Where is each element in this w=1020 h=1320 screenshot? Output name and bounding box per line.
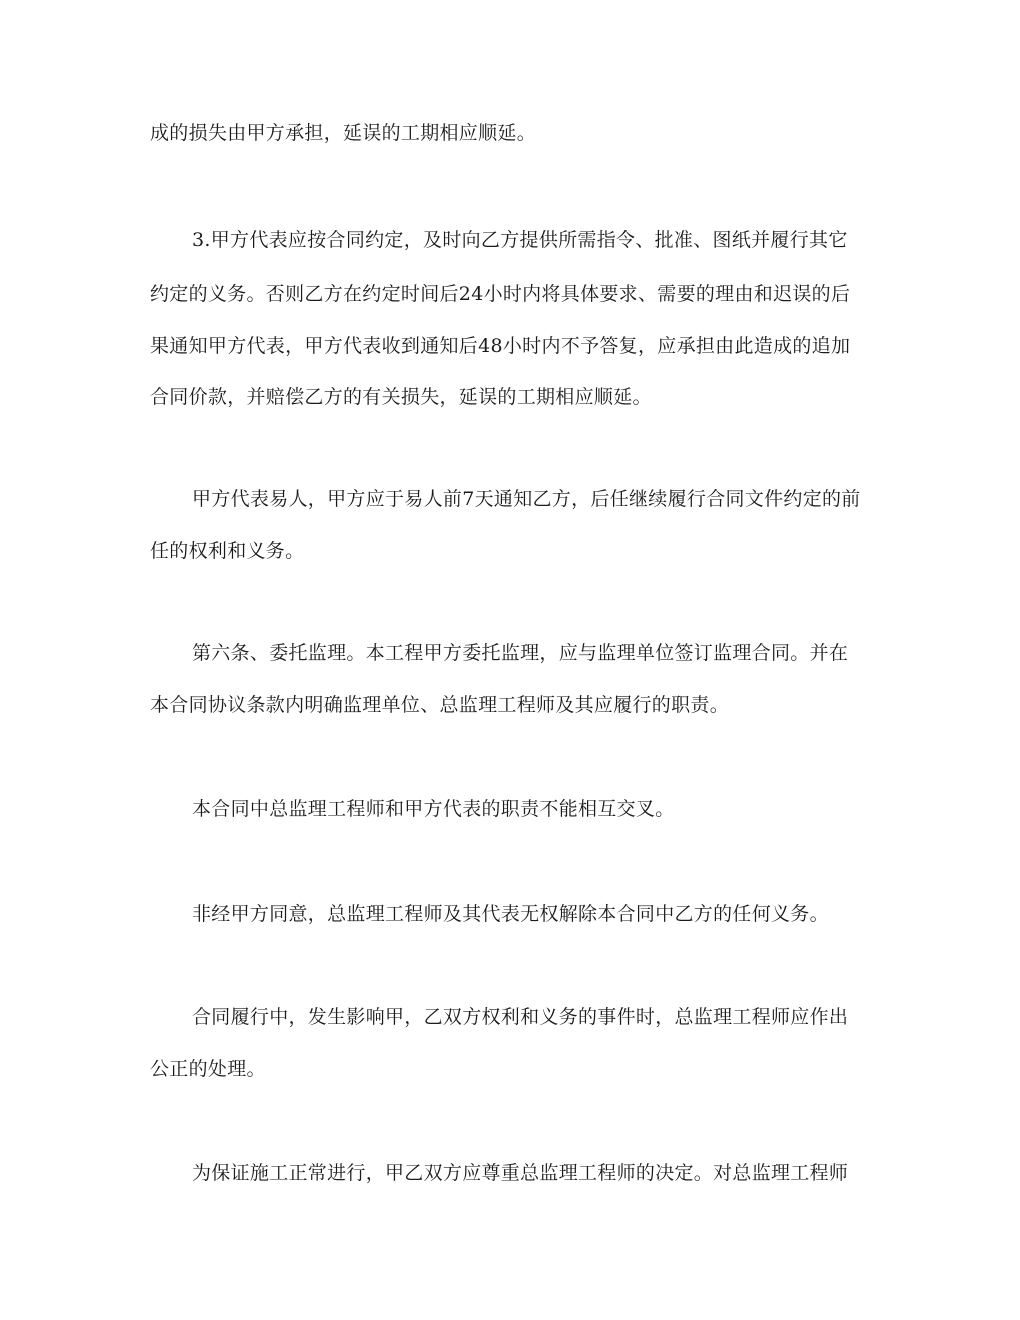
paragraph-line: 非经甲方同意，总监理工程师及其代表无权解除本合同中乙方的任何义务。 — [192, 903, 829, 925]
paragraph-line: 果通知甲方代表，甲方代表收到通知后48小时内不予答复，应承担由此造成的追加 — [150, 335, 851, 357]
paragraph-line: 第六条、委托监理。本工程甲方委托监理，应与监理单位签订监理合同。并在 — [192, 642, 849, 664]
paragraph-line: 为保证施工正常进行，甲乙双方应尊重总监理工程师的决定。对总监理工程师 — [192, 1162, 849, 1184]
paragraph-line: 本合同协议条款内明确监理单位、总监理工程师及其应履行的职责。 — [150, 694, 730, 716]
paragraph-line: 合同价款，并赔偿乙方的有关损失，延误的工期相应顺延。 — [150, 386, 652, 408]
paragraph-line: 本合同中总监理工程师和甲方代表的职责不能相互交叉。 — [192, 798, 675, 820]
paragraph-line: 合同履行中，发生影响甲，乙双方权利和义务的事件时，总监理工程师应作出 — [192, 1006, 849, 1028]
paragraph-line: 公正的处理。 — [150, 1058, 266, 1080]
paragraph-line: 约定的义务。否则乙方在约定时间后24小时内将具体要求、需要的理由和迟误的后 — [150, 283, 851, 305]
paragraph-line: 甲方代表易人，甲方应于易人前7天通知乙方，后任继续履行合同文件约定的前 — [192, 488, 861, 510]
paragraph-line: 3.甲方代表应按合同约定，及时向乙方提供所需指令、批准、图纸并履行其它 — [192, 229, 848, 251]
paragraph-line: 成的损失由甲方承担，延误的工期相应顺延。 — [150, 122, 537, 144]
paragraph-line: 任的权利和义务。 — [150, 540, 305, 562]
